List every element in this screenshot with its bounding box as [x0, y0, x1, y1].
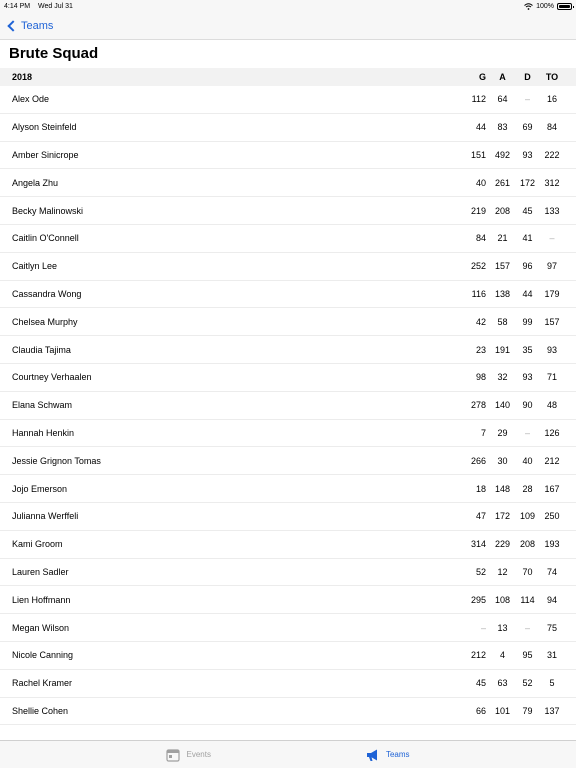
- table-row[interactable]: [0, 142, 576, 170]
- header-turnovers: TO: [545, 72, 559, 82]
- turnovers-value: 157: [544, 316, 560, 327]
- turnovers-value: 97: [546, 261, 557, 272]
- player-name: Elana Schwam: [12, 400, 73, 411]
- turnovers-value: 312: [544, 177, 560, 188]
- goals-value: –: [480, 622, 486, 633]
- turnovers-value: 16: [546, 94, 557, 105]
- turnovers-value: –: [549, 233, 555, 244]
- ds-value: 93: [522, 149, 533, 160]
- goals-value: 314: [470, 539, 486, 550]
- stats-table: [0, 68, 576, 725]
- assists-value: 492: [494, 149, 511, 160]
- turnovers-value: 75: [546, 622, 557, 633]
- navigation-bar: [0, 12, 576, 40]
- tab-events-label: Events: [186, 750, 211, 759]
- table-row[interactable]: [0, 308, 576, 336]
- assists-value: 172: [494, 511, 511, 522]
- battery-icon: [557, 3, 572, 10]
- ds-value: 93: [522, 372, 533, 383]
- player-name: Shellie Cohen: [12, 705, 69, 716]
- goals-value: 7: [480, 427, 486, 438]
- ds-value: 109: [519, 511, 536, 522]
- table-row[interactable]: [0, 336, 576, 364]
- tab-teams[interactable]: [366, 748, 410, 762]
- assists-value: 101: [494, 705, 511, 716]
- player-name: Caitlin O'Connell: [12, 233, 79, 244]
- assists-value: 4: [499, 650, 505, 661]
- assists-value: 229: [494, 539, 511, 550]
- status-bar: [0, 0, 576, 12]
- table-row[interactable]: [0, 475, 576, 503]
- table-row[interactable]: [0, 364, 576, 392]
- assists-value: 138: [494, 288, 511, 299]
- goals-value: 278: [470, 400, 486, 411]
- table-row[interactable]: [0, 447, 576, 475]
- ds-value: 69: [522, 122, 533, 133]
- assists-value: 108: [494, 594, 511, 605]
- ds-value: 41: [522, 233, 533, 244]
- player-name: Alyson Steinfeld: [12, 122, 77, 133]
- turnovers-value: 193: [544, 539, 560, 550]
- ds-value: –: [524, 94, 530, 105]
- chevron-left-icon: [7, 20, 18, 31]
- header-season: 2018: [12, 72, 33, 82]
- table-row[interactable]: [0, 642, 576, 670]
- goals-value: 44: [475, 122, 486, 133]
- header-ds: D: [524, 72, 531, 82]
- battery-percent: 100%: [536, 2, 554, 10]
- wifi-icon: [524, 3, 533, 10]
- goals-value: 66: [475, 705, 486, 716]
- player-name: Lien Hoffmann: [12, 594, 71, 605]
- goals-value: 45: [475, 678, 486, 689]
- tab-events[interactable]: [166, 748, 210, 762]
- header-goals: G: [478, 72, 486, 82]
- player-name: Chelsea Murphy: [12, 316, 78, 327]
- goals-value: 219: [470, 205, 486, 216]
- table-row[interactable]: [0, 670, 576, 698]
- turnovers-value: 179: [544, 288, 560, 299]
- assists-value: 148: [494, 483, 511, 494]
- ds-value: 35: [522, 344, 533, 355]
- goals-value: 266: [470, 455, 486, 466]
- assists-value: 32: [497, 372, 508, 383]
- table-row[interactable]: [0, 114, 576, 142]
- back-button[interactable]: [6, 20, 53, 32]
- assists-value: 64: [497, 94, 508, 105]
- turnovers-value: 93: [546, 344, 557, 355]
- turnovers-value: 48: [546, 400, 557, 411]
- ds-value: 114: [520, 594, 535, 605]
- goals-value: 295: [470, 594, 486, 605]
- table-row[interactable]: [0, 503, 576, 531]
- player-name: Amber Sinicrope: [12, 149, 79, 160]
- table-body: [0, 86, 576, 725]
- goals-value: 18: [475, 483, 486, 494]
- turnovers-value: 212: [544, 455, 560, 466]
- player-name: Jojo Emerson: [12, 483, 68, 494]
- ds-value: 45: [522, 205, 533, 216]
- table-row[interactable]: [0, 225, 576, 253]
- ds-value: 90: [522, 400, 533, 411]
- player-name: Claudia Tajima: [12, 344, 71, 355]
- turnovers-value: 222: [544, 149, 560, 160]
- ds-value: 79: [522, 705, 533, 716]
- ds-value: 172: [519, 177, 536, 188]
- goals-value: 116: [471, 288, 486, 299]
- page-title: Brute Squad: [9, 45, 99, 62]
- ds-value: –: [524, 622, 530, 633]
- goals-value: 98: [475, 372, 486, 383]
- goals-value: 252: [470, 261, 486, 272]
- goals-value: 151: [470, 149, 486, 160]
- table-row[interactable]: [0, 614, 576, 642]
- goals-value: 52: [475, 566, 486, 577]
- goals-value: 23: [475, 344, 486, 355]
- table-row[interactable]: [0, 586, 576, 614]
- tab-teams-label: Teams: [385, 750, 410, 759]
- player-name: Megan Wilson: [12, 622, 70, 633]
- goals-value: 112: [471, 94, 486, 105]
- table-row[interactable]: [0, 531, 576, 559]
- assists-value: 140: [494, 400, 511, 411]
- ds-value: 99: [522, 316, 533, 327]
- turnovers-value: 126: [544, 427, 560, 438]
- ds-value: 52: [522, 678, 533, 689]
- table-row[interactable]: [0, 253, 576, 281]
- table-row[interactable]: [0, 698, 576, 726]
- assists-value: 12: [497, 566, 508, 577]
- player-name: Cassandra Wong: [12, 288, 82, 299]
- assists-value: 58: [497, 316, 508, 327]
- status-date: Wed Jul 31: [38, 2, 73, 10]
- ds-value: 28: [522, 483, 533, 494]
- player-name: Angela Zhu: [12, 177, 59, 188]
- player-name: Julianna Werffeli: [12, 511, 79, 522]
- player-name: Kami Groom: [12, 539, 63, 550]
- table-row[interactable]: [0, 420, 576, 448]
- calendar-icon: [166, 748, 180, 762]
- assists-value: 21: [497, 233, 508, 244]
- turnovers-value: 74: [546, 566, 557, 577]
- turnovers-value: 71: [546, 372, 557, 383]
- assists-value: 30: [497, 455, 508, 466]
- assists-value: 83: [497, 122, 508, 133]
- assists-value: 208: [494, 205, 511, 216]
- assists-value: 191: [494, 344, 511, 355]
- ds-value: –: [524, 427, 530, 438]
- assists-value: 261: [494, 177, 511, 188]
- turnovers-value: 94: [546, 594, 557, 605]
- status-time: 4:14 PM: [4, 2, 31, 10]
- player-name: Lauren Sadler: [12, 566, 69, 577]
- player-name: Jessie Grignon Tomas: [12, 455, 101, 466]
- player-name: Rachel Kramer: [12, 678, 73, 689]
- table-row[interactable]: [0, 86, 576, 114]
- status-left: [4, 3, 79, 10]
- ds-value: 70: [522, 566, 533, 577]
- ds-value: 208: [519, 539, 536, 550]
- status-right: [524, 3, 572, 10]
- table-row[interactable]: [0, 281, 576, 309]
- ds-value: 44: [522, 288, 533, 299]
- table-row[interactable]: [0, 197, 576, 225]
- table-row[interactable]: [0, 169, 576, 197]
- back-button-label: Teams: [21, 19, 54, 32]
- assists-value: 157: [494, 261, 511, 272]
- table-row[interactable]: [0, 559, 576, 587]
- ds-value: 96: [522, 261, 533, 272]
- turnovers-value: 167: [544, 483, 560, 494]
- ds-value: 95: [522, 650, 533, 661]
- goals-value: 212: [470, 650, 486, 661]
- assists-value: 29: [497, 427, 508, 438]
- player-name: Hannah Henkin: [12, 427, 75, 438]
- turnovers-value: 5: [549, 678, 555, 689]
- ds-value: 40: [522, 455, 533, 466]
- assists-value: 63: [497, 678, 508, 689]
- table-header: [0, 68, 576, 86]
- turnovers-value: 133: [544, 205, 560, 216]
- goals-value: 42: [475, 316, 486, 327]
- goals-value: 40: [475, 177, 486, 188]
- player-name: Becky Malinowski: [12, 205, 84, 216]
- megaphone-icon: [366, 748, 380, 762]
- player-name: Caitlyn Lee: [12, 261, 58, 272]
- player-name: Alex Ode: [12, 94, 50, 105]
- turnovers-value: 31: [546, 650, 557, 661]
- player-name: Nicole Canning: [12, 650, 74, 661]
- turnovers-value: 137: [544, 705, 560, 716]
- assists-value: 13: [497, 622, 508, 633]
- turnovers-value: 250: [544, 511, 560, 522]
- table-row[interactable]: [0, 392, 576, 420]
- tab-bar: [0, 740, 576, 768]
- header-assists: A: [499, 72, 506, 82]
- goals-value: 47: [475, 511, 486, 522]
- player-name: Courtney Verhaalen: [12, 372, 92, 383]
- goals-value: 84: [475, 233, 486, 244]
- turnovers-value: 84: [546, 122, 557, 133]
